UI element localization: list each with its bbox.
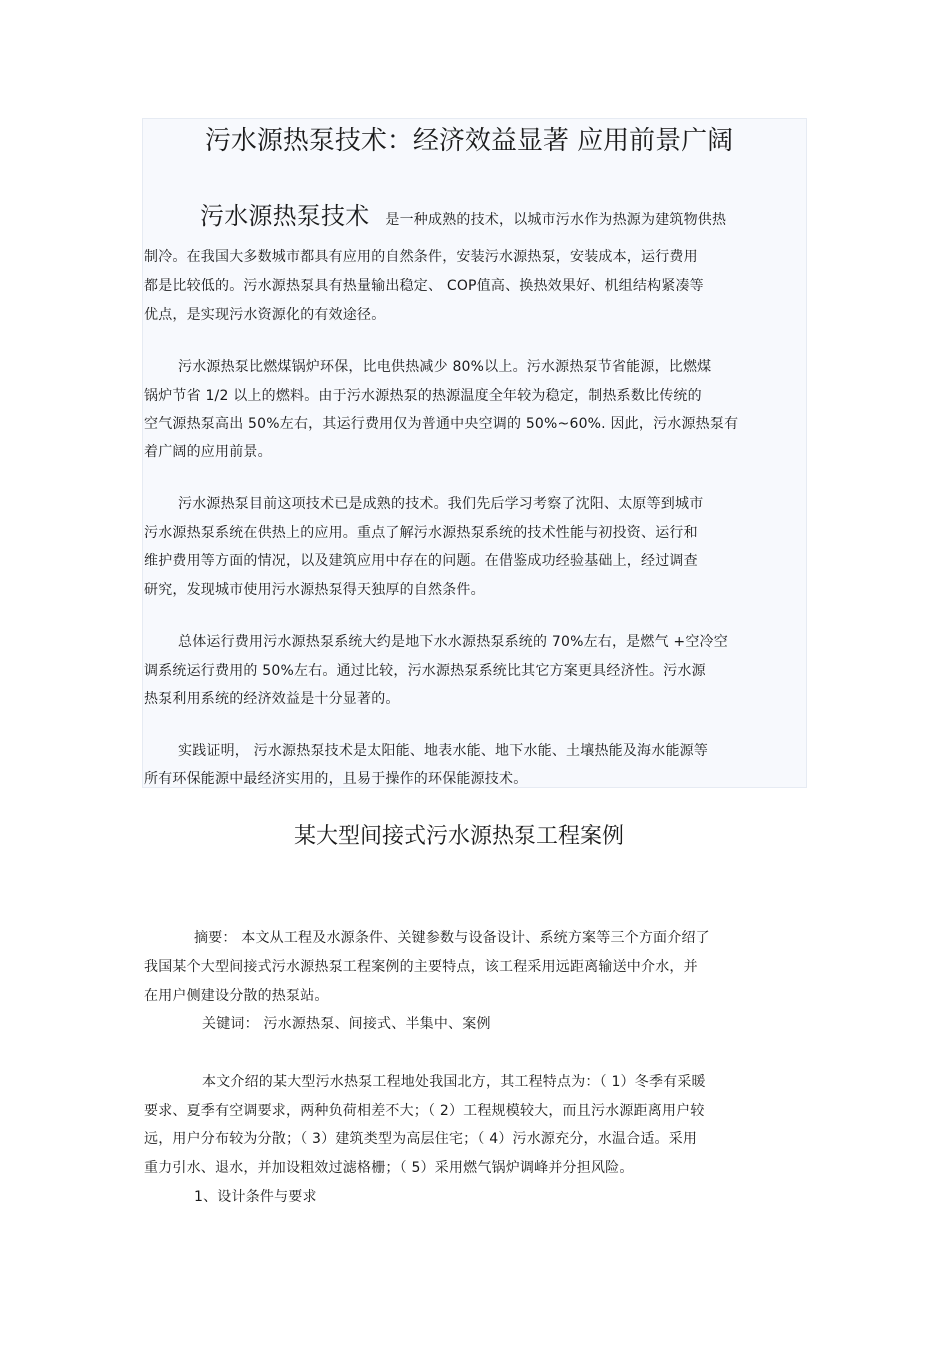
case-title: 某大型间接式污水源热泵工程案例	[293, 824, 624, 849]
paragraph-line: 热泵利用系统的经济效益是十分显著的。	[144, 691, 400, 707]
paragraph-line: 是一种成熟的技术，以城市污水作为热源为建筑物供热	[385, 212, 727, 228]
paragraph-line: 制冷。在我国大多数城市都具有应用的自然条件，安装污水源热泵，安装成本，运行费用	[144, 249, 698, 265]
paragraph-line: 都是比较低的。污水源热泵具有热量输出稳定、 COP值高、换热效果好、机组结构紧凑等	[144, 278, 704, 294]
paragraph-line: 实践证明， 污水源热泵技术是太阳能、地表水能、地下水能、土壤热能及海水能源等	[178, 743, 709, 759]
paragraph-line: 所有环保能源中最经济实用的，且易于操作的环保能源技术。	[144, 771, 528, 787]
paragraph-line: 锅炉节省 1/2 以上的燃料。由于污水源热泵的热源温度全年较为稳定，制热系数比传统的	[144, 388, 702, 404]
abstract-line: 我国某个大型间接式污水源热泵工程案例的主要特点，该工程采用远距离输送中介水，并	[144, 959, 698, 975]
paragraph-line: 着广阔的应用前景。	[144, 444, 272, 460]
abstract-line: 摘要： 本文从工程及水源条件、关键参数与设备设计、系统方案等三个方面介绍了	[194, 930, 710, 946]
paragraph-line: 要求、夏季有空调要求，两种负荷相差不大；（ 2）工程规模较大，而且污水源距离用户较	[144, 1103, 705, 1119]
lead-line	[200, 202, 726, 234]
paragraph-line: 优点，是实现污水资源化的有效途径。	[144, 307, 386, 323]
paragraph-line: 维护费用等方面的情况，以及建筑应用中存在的问题。在借鉴成功经验基础上，经过调查	[144, 553, 698, 569]
article-title: 污水源热泵技术：经济效益显著 应用前景广阔	[204, 126, 734, 156]
paragraph-line: 总体运行费用污水源热泵系统大约是地下水水源热泵系统的 70%左右，是燃气 +空冷空	[178, 634, 728, 650]
keywords-line: 关键词： 污水源热泵、间接式、半集中、案例	[202, 1016, 491, 1032]
paragraph-line: 研究，发现城市使用污水源热泵得天独厚的自然条件。	[144, 582, 485, 598]
lead-term: 污水源热泵技术	[200, 202, 370, 230]
paragraph-line: 污水源热泵目前这项技术已是成熟的技术。我们先后学习考察了沈阳、太原等到城市	[178, 496, 704, 512]
abstract-line: 在用户侧建设分散的热泵站。	[144, 988, 329, 1004]
section-heading: 1、设计条件与要求	[194, 1189, 317, 1205]
paragraph-line: 污水源热泵比燃煤锅炉环保，比电供热减少 80%以上。污水源热泵节省能源，比燃煤	[178, 359, 712, 375]
paragraph-line: 调系统运行费用的 50%左右。通过比较，污水源热泵系统比其它方案更具经济性。污水源	[144, 663, 706, 679]
paragraph-line: 重力引水、退水，并加设粗效过滤格栅；（ 5）采用燃气锅炉调峰并分担风险。	[144, 1160, 634, 1176]
paragraph-line: 污水源热泵系统在供热上的应用。重点了解污水源热泵系统的技术性能与初投资、运行和	[144, 525, 698, 541]
paragraph-line: 远，用户分布较为分散；（ 3）建筑类型为高层住宅；（ 4）污水源充分，水温合适。采用	[144, 1131, 698, 1147]
paragraph-line: 本文介绍的某大型污水热泵工程地处我国北方，其工程特点为：（ 1）冬季有采暖	[202, 1074, 706, 1090]
paragraph-line: 空气源热泵高出 50%左右，其运行费用仅为普通中央空调的 50%~60%. 因此，污水源热泵有	[144, 416, 739, 432]
